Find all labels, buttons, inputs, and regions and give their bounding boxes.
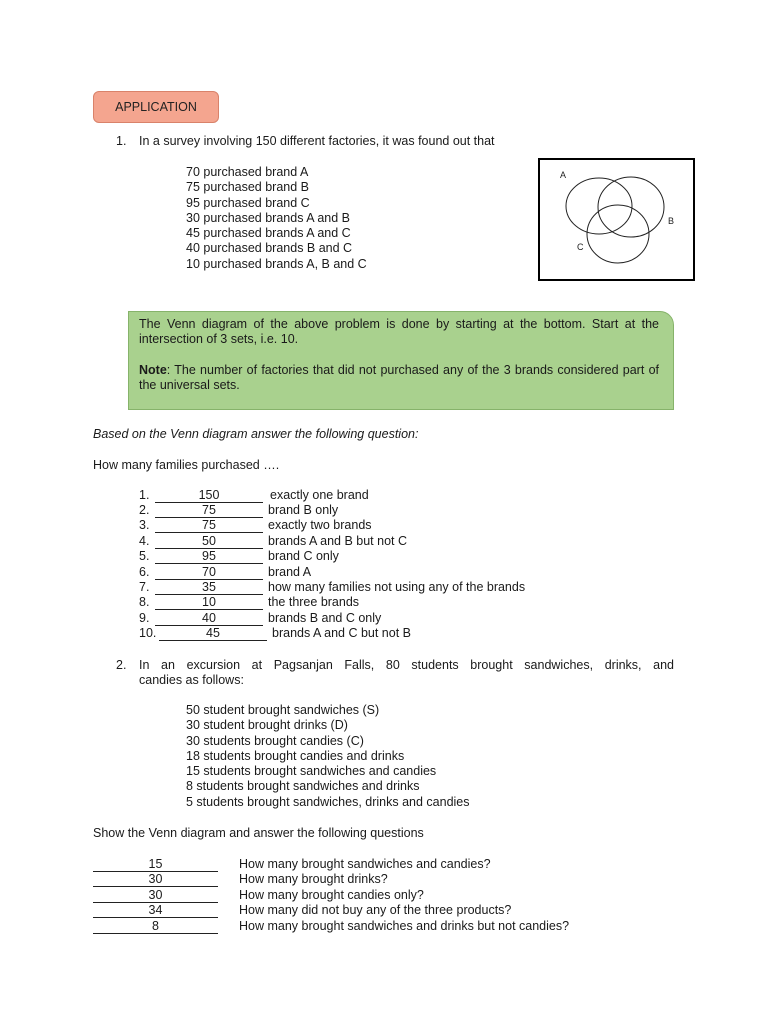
- problem2-intro-line2: candies as follows:: [139, 673, 244, 687]
- fact-item: 95 purchased brand C: [186, 195, 310, 210]
- problem1-intro: In a survey involving 150 different factories, it was found out that: [139, 134, 495, 148]
- row-label: How many brought candies only?: [239, 888, 424, 902]
- note-text-2: : The number of factories that did not purchased any of the 3 brands considered part of the universal sets.: [139, 363, 659, 392]
- application-badge: APPLICATION: [93, 91, 219, 123]
- problem1-number: 1.: [116, 134, 127, 148]
- answer-blank[interactable]: 75: [155, 518, 263, 533]
- venn-label-a: A: [560, 170, 567, 180]
- answer-blank[interactable]: 30: [93, 888, 218, 903]
- fact-item: 45 purchased brands A and C: [186, 226, 351, 241]
- fact-item: 70 purchased brand A: [186, 165, 309, 179]
- answer-blank[interactable]: 150: [155, 488, 263, 503]
- row-label: brands A and B but not C: [268, 534, 407, 548]
- answer-blank[interactable]: 75: [155, 503, 263, 518]
- fact-item: 30 student brought drinks (D): [186, 718, 348, 733]
- problem2-intro-line1: In an excursion at Pagsanjan Falls, 80 students brought sandwiches, drinks, and: [139, 658, 674, 672]
- venn-label-b: B: [668, 216, 675, 226]
- problem2-facts: [186, 703, 470, 810]
- row-label: exactly one brand: [270, 488, 369, 502]
- row-number: 8.: [139, 595, 150, 609]
- row-label: brand C only: [268, 549, 339, 563]
- show-instruction: Show the Venn diagram and answer the following questions: [93, 826, 424, 840]
- note-label: Note: [139, 363, 167, 377]
- answer-blank[interactable]: 8: [93, 919, 218, 934]
- row-label: brands A and C but not B: [272, 626, 411, 640]
- fact-item: 18 students brought candies and drinks: [186, 748, 405, 763]
- row-number: 9.: [139, 611, 150, 625]
- fact-item: 15 students brought sandwiches and candies: [186, 764, 437, 779]
- row-number: 3.: [139, 518, 150, 532]
- answer-blank[interactable]: 30: [93, 872, 218, 887]
- row-number: 10.: [139, 626, 157, 640]
- answer-blank[interactable]: 50: [155, 534, 263, 549]
- answer-blank[interactable]: 15: [93, 857, 218, 872]
- row-label: How many brought sandwiches and candies?: [239, 857, 491, 871]
- fact-item: 5 students brought sandwiches, drinks and candies: [186, 794, 470, 809]
- row-label: How many did not buy any of the three products?: [239, 903, 512, 917]
- venn-label-c: C: [577, 242, 584, 252]
- venn-circle-a: [566, 178, 632, 234]
- answer-blank[interactable]: 70: [155, 565, 263, 580]
- answer-blank[interactable]: 10: [155, 595, 263, 610]
- instruction-text: Based on the Venn diagram answer the following question:: [93, 427, 419, 441]
- venn-diagram-box: [538, 158, 695, 281]
- answer-blank[interactable]: 95: [155, 549, 263, 564]
- note-text-2-wrap: [139, 363, 659, 393]
- question-lead: How many families purchased ….: [93, 458, 280, 472]
- fact-item: 75 purchased brand B: [186, 180, 310, 195]
- fact-item: 40 purchased brands B and C: [186, 241, 353, 256]
- row-label: How many brought sandwiches and drinks but not candies?: [239, 919, 570, 933]
- answer-blank[interactable]: 34: [93, 903, 218, 918]
- row-number: 5.: [139, 549, 150, 563]
- row-label: exactly two brands: [268, 518, 372, 532]
- row-number: 1.: [139, 488, 150, 502]
- row-number: 2.: [139, 503, 150, 517]
- fact-item: 8 students brought sandwiches and drinks: [186, 779, 420, 794]
- row-label: brands B and C only: [268, 611, 382, 625]
- venn-diagram: [540, 160, 692, 278]
- row-number: 6.: [139, 565, 150, 579]
- problem2-number: 2.: [116, 658, 127, 672]
- fact-item: 30 purchased brands A and B: [186, 210, 351, 225]
- row-label: How many brought drinks?: [239, 872, 388, 886]
- fact-item: 30 students brought candies (C): [186, 733, 364, 748]
- answer-blank[interactable]: 40: [155, 611, 263, 626]
- problem1-facts: [186, 165, 367, 272]
- row-label: brand A: [268, 565, 312, 579]
- fact-item: 50 student brought sandwiches (S): [186, 703, 380, 717]
- note-text-1: The Venn diagram of the above problem is done by starting at the bottom. Start at the intersection of 3 sets, i.e. 10.: [139, 317, 659, 346]
- note-box: [128, 311, 674, 410]
- row-label: brand B only: [268, 503, 339, 517]
- answer-blank[interactable]: 35: [155, 580, 263, 595]
- row-label: the three brands: [268, 595, 360, 609]
- row-label: how many families not using any of the brands: [268, 580, 526, 594]
- answer-blank[interactable]: 45: [159, 626, 267, 641]
- fact-item: 10 purchased brands A, B and C: [186, 256, 367, 271]
- row-number: 4.: [139, 534, 150, 548]
- row-number: 7.: [139, 580, 150, 594]
